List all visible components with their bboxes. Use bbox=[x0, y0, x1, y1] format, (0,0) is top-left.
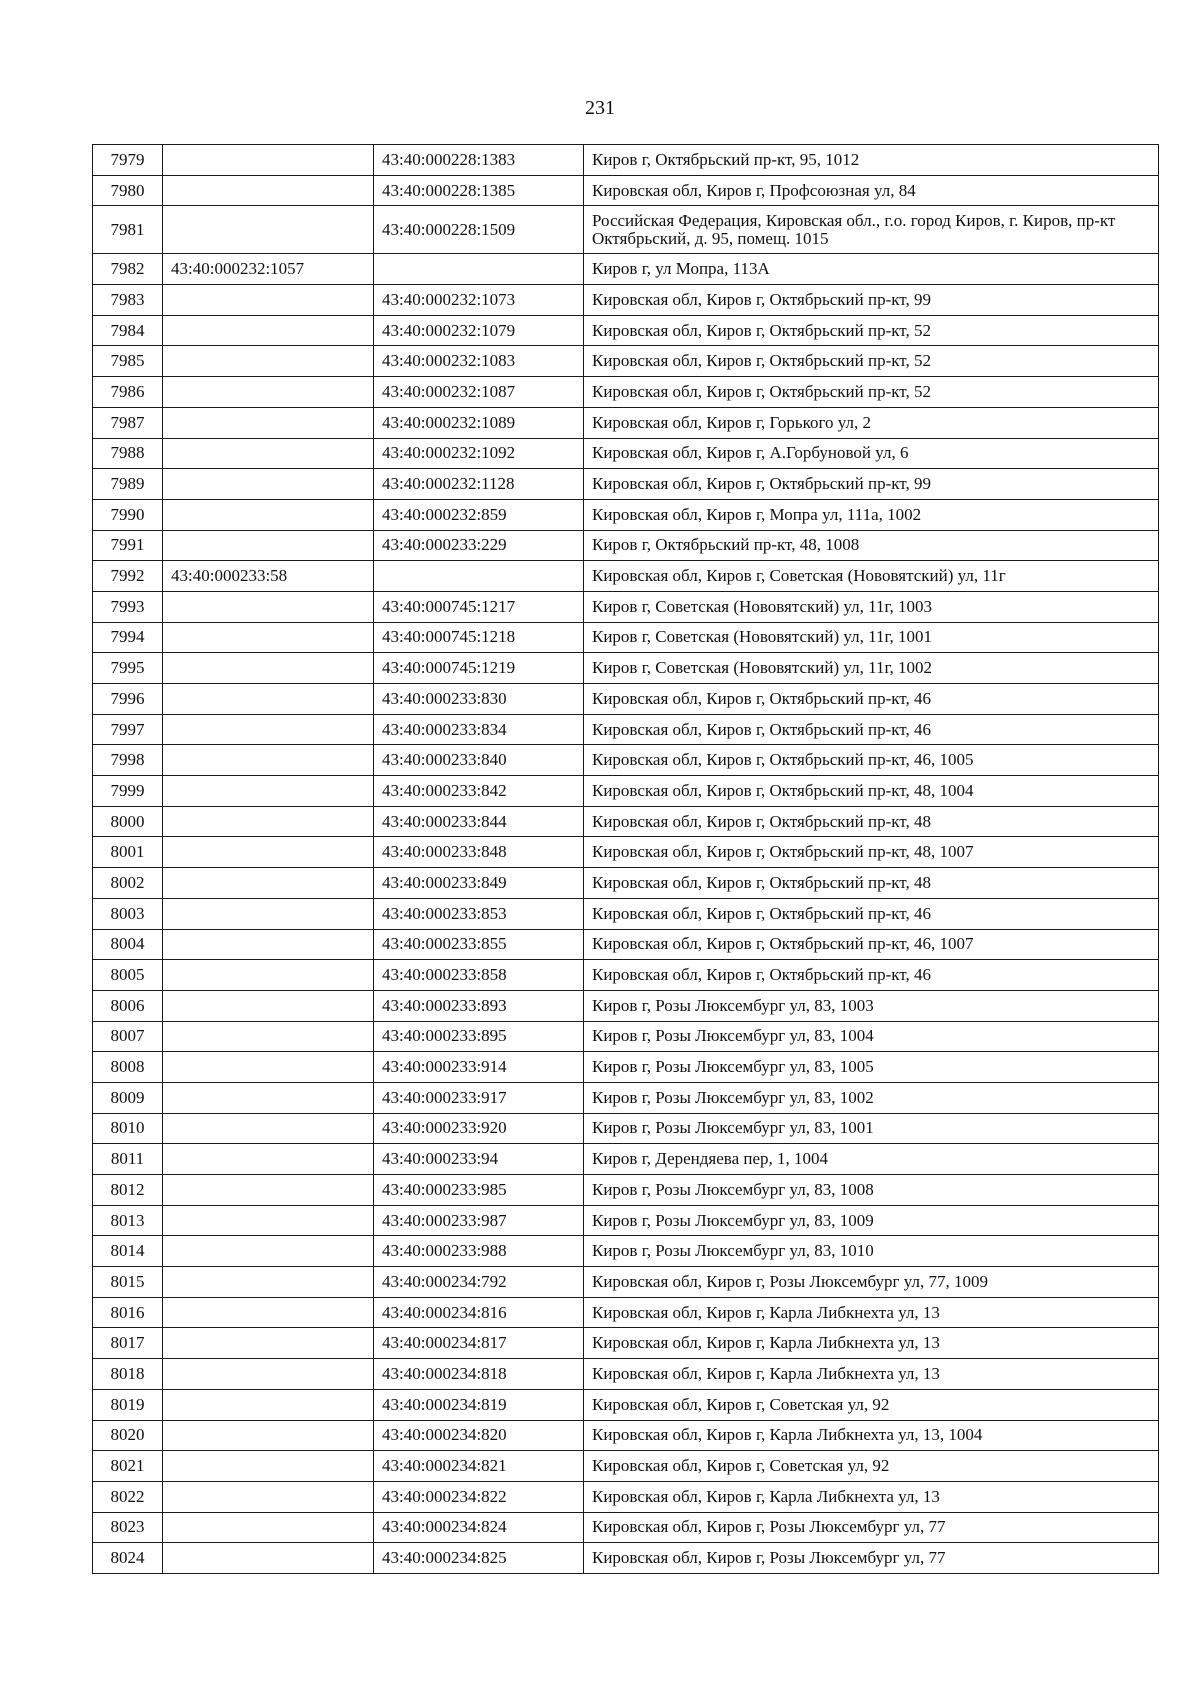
table-row bbox=[93, 622, 1159, 653]
table-row bbox=[93, 1451, 1159, 1482]
row-number-cell: 8003 bbox=[93, 898, 163, 929]
premises-cadastral-number-cell: 43:40:000234:824 bbox=[374, 1512, 584, 1543]
premises-cadastral-number-cell: 43:40:000232:1083 bbox=[374, 346, 584, 377]
building-cadastral-number-cell bbox=[163, 1389, 374, 1420]
table-row bbox=[93, 530, 1159, 561]
table-row bbox=[93, 1113, 1159, 1144]
row-number-cell: 7990 bbox=[93, 499, 163, 530]
address-cell: Кировская обл, Киров г, Октябрьский пр-кт, 48, 1004 bbox=[584, 776, 1159, 807]
table-row bbox=[93, 175, 1159, 206]
premises-cadastral-number-cell: 43:40:000234:792 bbox=[374, 1267, 584, 1298]
address-cell: Киров г, Розы Люксембург ул, 83, 1004 bbox=[584, 1021, 1159, 1052]
premises-cadastral-number-cell bbox=[374, 254, 584, 285]
address-cell: Кировская обл, Киров г, Октябрьский пр-кт, 52 bbox=[584, 377, 1159, 408]
address-cell: Киров г, Розы Люксембург ул, 83, 1001 bbox=[584, 1113, 1159, 1144]
table-row bbox=[93, 346, 1159, 377]
address-cell: Киров г, Розы Люксембург ул, 83, 1008 bbox=[584, 1175, 1159, 1206]
address-cell: Кировская обл, Киров г, Октябрьский пр-кт, 99 bbox=[584, 469, 1159, 500]
building-cadastral-number-cell bbox=[163, 684, 374, 715]
row-number-cell: 8009 bbox=[93, 1082, 163, 1113]
row-number-cell: 7983 bbox=[93, 285, 163, 316]
premises-cadastral-number-cell: 43:40:000232:1087 bbox=[374, 377, 584, 408]
address-cell: Кировская обл, Киров г, Октябрьский пр-кт, 46 bbox=[584, 714, 1159, 745]
building-cadastral-number-cell bbox=[163, 530, 374, 561]
row-number-cell: 8015 bbox=[93, 1267, 163, 1298]
page-number: 231 bbox=[585, 97, 615, 119]
building-cadastral-number-cell bbox=[163, 1297, 374, 1328]
row-number-cell: 7995 bbox=[93, 653, 163, 684]
table-row bbox=[93, 745, 1159, 776]
building-cadastral-number-cell bbox=[163, 1052, 374, 1083]
row-number-cell: 7980 bbox=[93, 175, 163, 206]
building-cadastral-number-cell bbox=[163, 929, 374, 960]
table-row bbox=[93, 315, 1159, 346]
premises-cadastral-number-cell bbox=[374, 561, 584, 592]
table-row bbox=[93, 1543, 1159, 1574]
building-cadastral-number-cell bbox=[163, 591, 374, 622]
table-row bbox=[93, 1144, 1159, 1175]
row-number-cell: 7999 bbox=[93, 776, 163, 807]
row-number-cell: 8017 bbox=[93, 1328, 163, 1359]
row-number-cell: 8022 bbox=[93, 1481, 163, 1512]
premises-cadastral-number-cell: 43:40:000233:987 bbox=[374, 1205, 584, 1236]
premises-cadastral-number-cell: 43:40:000745:1219 bbox=[374, 653, 584, 684]
building-cadastral-number-cell bbox=[163, 499, 374, 530]
table-row bbox=[93, 1328, 1159, 1359]
address-cell: Киров г, Розы Люксембург ул, 83, 1002 bbox=[584, 1082, 1159, 1113]
premises-cadastral-number-cell: 43:40:000233:917 bbox=[374, 1082, 584, 1113]
row-number-cell: 8012 bbox=[93, 1175, 163, 1206]
address-cell: Киров г, Розы Люксембург ул, 83, 1009 bbox=[584, 1205, 1159, 1236]
address-cell: Российская Федерация, Кировская обл., г.о. город Киров, г. Киров, пр-кт Октябрьский, д. 95, помещ. 1015 bbox=[584, 206, 1159, 254]
premises-cadastral-number-cell: 43:40:000233:988 bbox=[374, 1236, 584, 1267]
premises-cadastral-number-cell: 43:40:000233:830 bbox=[374, 684, 584, 715]
premises-cadastral-number-cell: 43:40:000232:1073 bbox=[374, 285, 584, 316]
table-row bbox=[93, 1082, 1159, 1113]
address-cell: Кировская обл, Киров г, Горького ул, 2 bbox=[584, 407, 1159, 438]
row-number-cell: 8016 bbox=[93, 1297, 163, 1328]
premises-cadastral-number-cell: 43:40:000233:834 bbox=[374, 714, 584, 745]
premises-cadastral-number-cell: 43:40:000745:1218 bbox=[374, 622, 584, 653]
table-row bbox=[93, 776, 1159, 807]
address-cell: Киров г, Розы Люксембург ул, 83, 1005 bbox=[584, 1052, 1159, 1083]
table-row bbox=[93, 469, 1159, 500]
address-cell: Кировская обл, Киров г, Октябрьский пр-кт, 99 bbox=[584, 285, 1159, 316]
table-row bbox=[93, 1175, 1159, 1206]
address-cell: Киров г, ул Мопра, 113А bbox=[584, 254, 1159, 285]
building-cadastral-number-cell bbox=[163, 653, 374, 684]
premises-cadastral-number-cell: 43:40:000233:842 bbox=[374, 776, 584, 807]
address-cell: Кировская обл, Киров г, Карла Либкнехта ул, 13 bbox=[584, 1481, 1159, 1512]
table-row bbox=[93, 499, 1159, 530]
address-cell: Кировская обл, Киров г, Розы Люксембург ул, 77 bbox=[584, 1543, 1159, 1574]
premises-cadastral-number-cell: 43:40:000233:844 bbox=[374, 806, 584, 837]
building-cadastral-number-cell bbox=[163, 1175, 374, 1206]
building-cadastral-number-cell: 43:40:000232:1057 bbox=[163, 254, 374, 285]
table-row bbox=[93, 714, 1159, 745]
premises-cadastral-number-cell: 43:40:000228:1385 bbox=[374, 175, 584, 206]
building-cadastral-number-cell: 43:40:000233:58 bbox=[163, 561, 374, 592]
building-cadastral-number-cell bbox=[163, 745, 374, 776]
table-row bbox=[93, 653, 1159, 684]
building-cadastral-number-cell bbox=[163, 1021, 374, 1052]
table-row bbox=[93, 1481, 1159, 1512]
building-cadastral-number-cell bbox=[163, 1481, 374, 1512]
premises-cadastral-number-cell: 43:40:000233:858 bbox=[374, 960, 584, 991]
row-number-cell: 8000 bbox=[93, 806, 163, 837]
row-number-cell: 7987 bbox=[93, 407, 163, 438]
address-cell: Кировская обл, Киров г, Розы Люксембург ул, 77, 1009 bbox=[584, 1267, 1159, 1298]
table-row bbox=[93, 254, 1159, 285]
premises-cadastral-number-cell: 43:40:000228:1383 bbox=[374, 145, 584, 176]
table-row bbox=[93, 1236, 1159, 1267]
row-number-cell: 7996 bbox=[93, 684, 163, 715]
premises-cadastral-number-cell: 43:40:000233:849 bbox=[374, 868, 584, 899]
premises-cadastral-number-cell: 43:40:000234:818 bbox=[374, 1359, 584, 1390]
row-number-cell: 7982 bbox=[93, 254, 163, 285]
premises-cadastral-number-cell: 43:40:000234:816 bbox=[374, 1297, 584, 1328]
property-registry-table bbox=[92, 144, 1159, 1574]
row-number-cell: 7984 bbox=[93, 315, 163, 346]
premises-cadastral-number-cell: 43:40:000234:819 bbox=[374, 1389, 584, 1420]
address-cell: Кировская обл, Киров г, Октябрьский пр-кт, 52 bbox=[584, 315, 1159, 346]
table-row bbox=[93, 1389, 1159, 1420]
table-row bbox=[93, 990, 1159, 1021]
table-row bbox=[93, 960, 1159, 991]
building-cadastral-number-cell bbox=[163, 1205, 374, 1236]
row-number-cell: 7993 bbox=[93, 591, 163, 622]
building-cadastral-number-cell bbox=[163, 1420, 374, 1451]
address-cell: Кировская обл, Киров г, Октябрьский пр-кт, 48 bbox=[584, 868, 1159, 899]
table-row bbox=[93, 1297, 1159, 1328]
premises-cadastral-number-cell: 43:40:000232:1079 bbox=[374, 315, 584, 346]
premises-cadastral-number-cell: 43:40:000233:893 bbox=[374, 990, 584, 1021]
building-cadastral-number-cell bbox=[163, 1082, 374, 1113]
address-cell: Кировская обл, Киров г, Октябрьский пр-кт, 46, 1005 bbox=[584, 745, 1159, 776]
building-cadastral-number-cell bbox=[163, 1236, 374, 1267]
premises-cadastral-number-cell: 43:40:000233:855 bbox=[374, 929, 584, 960]
building-cadastral-number-cell bbox=[163, 776, 374, 807]
table-row bbox=[93, 929, 1159, 960]
address-cell: Кировская обл, Киров г, Октябрьский пр-кт, 52 bbox=[584, 346, 1159, 377]
table-row bbox=[93, 868, 1159, 899]
table-row bbox=[93, 377, 1159, 408]
building-cadastral-number-cell bbox=[163, 990, 374, 1021]
address-cell: Киров г, Советская (Нововятский) ул, 11г, 1003 bbox=[584, 591, 1159, 622]
building-cadastral-number-cell bbox=[163, 806, 374, 837]
address-cell: Кировская обл, Киров г, Октябрьский пр-кт, 48, 1007 bbox=[584, 837, 1159, 868]
address-cell: Киров г, Октябрьский пр-кт, 48, 1008 bbox=[584, 530, 1159, 561]
row-number-cell: 7985 bbox=[93, 346, 163, 377]
table-row bbox=[93, 591, 1159, 622]
table-row bbox=[93, 438, 1159, 469]
premises-cadastral-number-cell: 43:40:000232:1089 bbox=[374, 407, 584, 438]
address-cell: Киров г, Розы Люксембург ул, 83, 1003 bbox=[584, 990, 1159, 1021]
row-number-cell: 8005 bbox=[93, 960, 163, 991]
address-cell: Кировская обл, Киров г, Мопра ул, 111а, 1002 bbox=[584, 499, 1159, 530]
table-row bbox=[93, 1021, 1159, 1052]
row-number-cell: 7998 bbox=[93, 745, 163, 776]
table-body bbox=[93, 145, 1159, 1574]
row-number-cell: 8001 bbox=[93, 837, 163, 868]
table-row bbox=[93, 407, 1159, 438]
address-cell: Киров г, Розы Люксембург ул, 83, 1010 bbox=[584, 1236, 1159, 1267]
building-cadastral-number-cell bbox=[163, 438, 374, 469]
premises-cadastral-number-cell: 43:40:000233:229 bbox=[374, 530, 584, 561]
row-number-cell: 8024 bbox=[93, 1543, 163, 1574]
table-row bbox=[93, 1512, 1159, 1543]
address-cell: Кировская обл, Киров г, Розы Люксембург ул, 77 bbox=[584, 1512, 1159, 1543]
address-cell: Киров г, Октябрьский пр-кт, 95, 1012 bbox=[584, 145, 1159, 176]
row-number-cell: 7981 bbox=[93, 206, 163, 254]
row-number-cell: 7991 bbox=[93, 530, 163, 561]
row-number-cell: 8023 bbox=[93, 1512, 163, 1543]
building-cadastral-number-cell bbox=[163, 1359, 374, 1390]
address-cell: Кировская обл, Киров г, Октябрьский пр-кт, 48 bbox=[584, 806, 1159, 837]
address-cell: Кировская обл, Киров г, Советская ул, 92 bbox=[584, 1389, 1159, 1420]
premises-cadastral-number-cell: 43:40:000232:1092 bbox=[374, 438, 584, 469]
address-cell: Кировская обл, Киров г, Советская (Нововятский) ул, 11г bbox=[584, 561, 1159, 592]
building-cadastral-number-cell bbox=[163, 837, 374, 868]
row-number-cell: 7986 bbox=[93, 377, 163, 408]
premises-cadastral-number-cell: 43:40:000233:985 bbox=[374, 1175, 584, 1206]
premises-cadastral-number-cell: 43:40:000233:853 bbox=[374, 898, 584, 929]
row-number-cell: 8014 bbox=[93, 1236, 163, 1267]
table-row bbox=[93, 684, 1159, 715]
address-cell: Кировская обл, Киров г, А.Горбуновой ул, 6 bbox=[584, 438, 1159, 469]
table-row bbox=[93, 206, 1159, 254]
address-cell: Кировская обл, Киров г, Карла Либкнехта ул, 13 bbox=[584, 1328, 1159, 1359]
premises-cadastral-number-cell: 43:40:000234:821 bbox=[374, 1451, 584, 1482]
building-cadastral-number-cell bbox=[163, 622, 374, 653]
address-cell: Кировская обл, Киров г, Октябрьский пр-кт, 46 bbox=[584, 960, 1159, 991]
address-cell: Кировская обл, Киров г, Карла Либкнехта ул, 13, 1004 bbox=[584, 1420, 1159, 1451]
building-cadastral-number-cell bbox=[163, 1451, 374, 1482]
row-number-cell: 7988 bbox=[93, 438, 163, 469]
row-number-cell: 8002 bbox=[93, 868, 163, 899]
row-number-cell: 8006 bbox=[93, 990, 163, 1021]
building-cadastral-number-cell bbox=[163, 1328, 374, 1359]
table-row bbox=[93, 1359, 1159, 1390]
address-cell: Кировская обл, Киров г, Карла Либкнехта ул, 13 bbox=[584, 1359, 1159, 1390]
building-cadastral-number-cell bbox=[163, 1113, 374, 1144]
row-number-cell: 8019 bbox=[93, 1389, 163, 1420]
building-cadastral-number-cell bbox=[163, 960, 374, 991]
row-number-cell: 8020 bbox=[93, 1420, 163, 1451]
premises-cadastral-number-cell: 43:40:000233:94 bbox=[374, 1144, 584, 1175]
building-cadastral-number-cell bbox=[163, 1267, 374, 1298]
premises-cadastral-number-cell: 43:40:000745:1217 bbox=[374, 591, 584, 622]
premises-cadastral-number-cell: 43:40:000233:895 bbox=[374, 1021, 584, 1052]
premises-cadastral-number-cell: 43:40:000228:1509 bbox=[374, 206, 584, 254]
building-cadastral-number-cell bbox=[163, 377, 374, 408]
table-row bbox=[93, 285, 1159, 316]
row-number-cell: 8010 bbox=[93, 1113, 163, 1144]
table-row bbox=[93, 898, 1159, 929]
row-number-cell: 7989 bbox=[93, 469, 163, 500]
row-number-cell: 8007 bbox=[93, 1021, 163, 1052]
premises-cadastral-number-cell: 43:40:000233:914 bbox=[374, 1052, 584, 1083]
address-cell: Киров г, Советская (Нововятский) ул, 11г, 1002 bbox=[584, 653, 1159, 684]
building-cadastral-number-cell bbox=[163, 898, 374, 929]
premises-cadastral-number-cell: 43:40:000233:840 bbox=[374, 745, 584, 776]
table-row bbox=[93, 1267, 1159, 1298]
premises-cadastral-number-cell: 43:40:000234:820 bbox=[374, 1420, 584, 1451]
premises-cadastral-number-cell: 43:40:000233:848 bbox=[374, 837, 584, 868]
row-number-cell: 7979 bbox=[93, 145, 163, 176]
building-cadastral-number-cell bbox=[163, 868, 374, 899]
table-row bbox=[93, 806, 1159, 837]
row-number-cell: 8011 bbox=[93, 1144, 163, 1175]
address-cell: Кировская обл, Киров г, Октябрьский пр-кт, 46 bbox=[584, 898, 1159, 929]
table-row bbox=[93, 1420, 1159, 1451]
row-number-cell: 8018 bbox=[93, 1359, 163, 1390]
premises-cadastral-number-cell: 43:40:000232:1128 bbox=[374, 469, 584, 500]
table-row bbox=[93, 1205, 1159, 1236]
table-row bbox=[93, 837, 1159, 868]
building-cadastral-number-cell bbox=[163, 1512, 374, 1543]
building-cadastral-number-cell bbox=[163, 714, 374, 745]
premises-cadastral-number-cell: 43:40:000233:920 bbox=[374, 1113, 584, 1144]
address-cell: Кировская обл, Киров г, Октябрьский пр-кт, 46, 1007 bbox=[584, 929, 1159, 960]
building-cadastral-number-cell bbox=[163, 1144, 374, 1175]
address-cell: Кировская обл, Киров г, Октябрьский пр-кт, 46 bbox=[584, 684, 1159, 715]
building-cadastral-number-cell bbox=[163, 1543, 374, 1574]
row-number-cell: 8021 bbox=[93, 1451, 163, 1482]
building-cadastral-number-cell bbox=[163, 285, 374, 316]
premises-cadastral-number-cell: 43:40:000234:825 bbox=[374, 1543, 584, 1574]
building-cadastral-number-cell bbox=[163, 315, 374, 346]
address-cell: Кировская обл, Киров г, Советская ул, 92 bbox=[584, 1451, 1159, 1482]
table-row bbox=[93, 145, 1159, 176]
table-row bbox=[93, 561, 1159, 592]
row-number-cell: 7997 bbox=[93, 714, 163, 745]
premises-cadastral-number-cell: 43:40:000234:817 bbox=[374, 1328, 584, 1359]
row-number-cell: 8004 bbox=[93, 929, 163, 960]
row-number-cell: 7994 bbox=[93, 622, 163, 653]
row-number-cell: 8013 bbox=[93, 1205, 163, 1236]
building-cadastral-number-cell bbox=[163, 469, 374, 500]
building-cadastral-number-cell bbox=[163, 145, 374, 176]
building-cadastral-number-cell bbox=[163, 346, 374, 377]
building-cadastral-number-cell bbox=[163, 206, 374, 254]
building-cadastral-number-cell bbox=[163, 175, 374, 206]
premises-cadastral-number-cell: 43:40:000234:822 bbox=[374, 1481, 584, 1512]
address-cell: Киров г, Советская (Нововятский) ул, 11г, 1001 bbox=[584, 622, 1159, 653]
building-cadastral-number-cell bbox=[163, 407, 374, 438]
row-number-cell: 7992 bbox=[93, 561, 163, 592]
row-number-cell: 8008 bbox=[93, 1052, 163, 1083]
address-cell: Кировская обл, Киров г, Профсоюзная ул, 84 bbox=[584, 175, 1159, 206]
address-cell: Киров г, Дерендяева пер, 1, 1004 bbox=[584, 1144, 1159, 1175]
address-cell: Кировская обл, Киров г, Карла Либкнехта ул, 13 bbox=[584, 1297, 1159, 1328]
table-row bbox=[93, 1052, 1159, 1083]
premises-cadastral-number-cell: 43:40:000232:859 bbox=[374, 499, 584, 530]
